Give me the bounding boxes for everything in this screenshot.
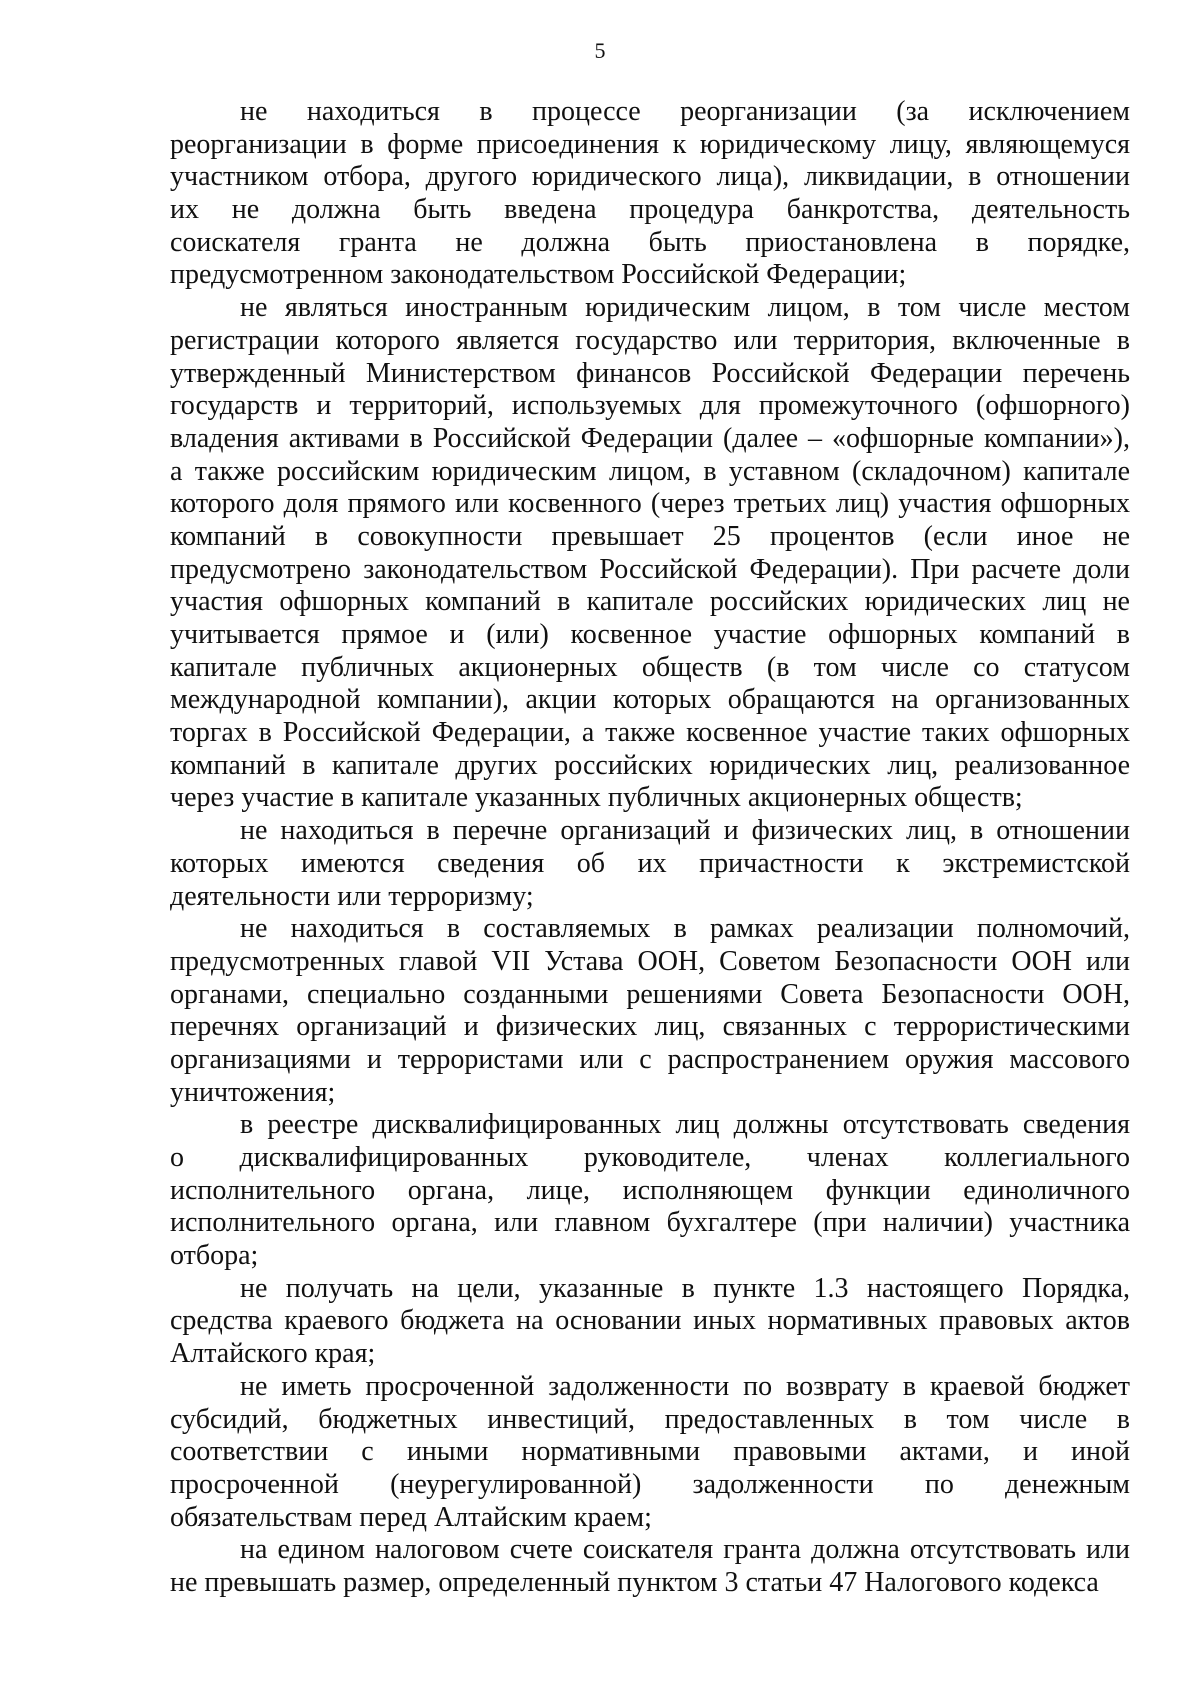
text-line: субсидий, бюджетных инвестиций, предоставленных в том числе в	[170, 1403, 1130, 1435]
text-line: деятельности или терроризму;	[170, 880, 534, 912]
text-line: исполнительного органа, лице, исполняющем функции единоличного	[170, 1174, 1130, 1206]
paragraph	[170, 913, 1130, 1109]
text-line: капитале публичных акционерных обществ (в том числе со статусом	[170, 651, 1130, 683]
text-line: Алтайского края;	[170, 1338, 376, 1370]
text-line: а также российским юридическим лицом, в уставном (складочном) капитале	[170, 455, 1130, 487]
text-line: компаний в капитале других российских юридических лиц, реализованное	[170, 749, 1130, 781]
text-line: утвержденный Министерством финансов Российской Федерации перечень	[170, 357, 1130, 389]
text-line: не получать на цели, указанные в пункте 1.3 настоящего Порядка,	[240, 1272, 1130, 1304]
page-number: 5	[594, 38, 606, 63]
text-line: не находиться в процессе реорганизации (за исключением	[240, 96, 1130, 127]
paragraph	[170, 1109, 1130, 1272]
text-line: не являться иностранным юридическим лицом, в том числе местом	[240, 292, 1130, 324]
text-line: учитывается прямое и (или) косвенное участие офшорных компаний в	[170, 619, 1130, 650]
text-line: участником отбора, другого юридического лица), ликвидации, в отношении	[170, 161, 1130, 193]
paragraph	[170, 96, 1130, 292]
text-line: в реестре дисквалифицированных лиц должны отсутствовать сведения	[240, 1109, 1130, 1141]
text-line: на едином налоговом счете соискателя гранта должна отсутствовать или	[240, 1534, 1130, 1566]
text-line: органами, специально созданными решениями Совета Безопасности ООН,	[170, 978, 1130, 1010]
text-line: которых имеются сведения об их причастности к экстремистской	[170, 847, 1130, 879]
text-line: обязательствам перед Алтайским краем;	[170, 1501, 652, 1533]
text-line: средства краевого бюджета на основании иных нормативных правовых актов	[170, 1305, 1130, 1337]
text-line: уничтожения;	[170, 1076, 336, 1108]
text-line: предусмотрено законодательством Российской Федерации). При расчете доли	[170, 553, 1130, 585]
document-body	[170, 96, 1130, 1600]
text-line: международной компании), акции которых обращаются на организованных	[170, 684, 1130, 716]
text-line: просроченной (неурегулированной) задолженности по денежным	[170, 1468, 1130, 1500]
text-line: о дисквалифицированных руководителе, членах коллегиального	[170, 1142, 1130, 1173]
text-line: реорганизации в форме присоединения к юридическому лицу, являющемуся	[170, 128, 1130, 160]
text-line: компаний в совокупности превышает 25 процентов (если иное не	[170, 520, 1130, 552]
paragraph	[170, 292, 1130, 815]
text-line: предусмотренных главой VII Устава ООН, Советом Безопасности ООН или	[170, 945, 1130, 977]
text-line: не превышать размер, определенный пунктом 3 статьи 47 Налогового кодекса	[170, 1566, 1099, 1598]
text-line: которого доля прямого или косвенного (через третьих лиц) участия офшорных	[170, 488, 1130, 520]
text-line: не иметь просроченной задолженности по возврату в краевой бюджет	[240, 1370, 1130, 1402]
text-line: организациями и террористами или с распространением оружия массового	[170, 1043, 1130, 1075]
text-line: участия офшорных компаний в капитале российских юридических лиц не	[170, 586, 1130, 618]
text-line: не находиться в составляемых в рамках реализации полномочий,	[240, 913, 1130, 945]
text-line: их не должна быть введена процедура банкротства, деятельность	[170, 194, 1130, 226]
text-line: соискателя гранта не должна быть приостановлена в порядке,	[170, 226, 1130, 258]
text-line: не находиться в перечне организаций и физических лиц, в отношении	[240, 815, 1130, 847]
paragraph	[170, 1371, 1130, 1534]
paragraph	[170, 815, 1130, 913]
text-line: соответствии с иными нормативными правовыми актами, и иной	[170, 1436, 1130, 1468]
text-line: перечнях организаций и физических лиц, связанных с террористическими	[170, 1011, 1130, 1043]
text-line: регистрации которого является государство или территория, включенные в	[170, 324, 1130, 356]
text-line: отбора;	[170, 1240, 259, 1272]
paragraph	[170, 1534, 1130, 1599]
text-line: через участие в капитале указанных публичных акционерных обществ;	[170, 782, 1023, 814]
text-line: торгах в Российской Федерации, а также косвенное участие таких офшорных	[170, 717, 1130, 749]
text-line: государств и территорий, используемых для промежуточного (офшорного)	[170, 390, 1130, 422]
paragraph	[170, 1273, 1130, 1371]
text-line: исполнительного органа, или главном бухгалтере (при наличии) участника	[170, 1207, 1130, 1239]
text-line: предусмотренном законодательством Российской Федерации;	[170, 259, 907, 291]
text-line: владения активами в Российской Федерации (далее – «офшорные компании»),	[170, 422, 1130, 454]
